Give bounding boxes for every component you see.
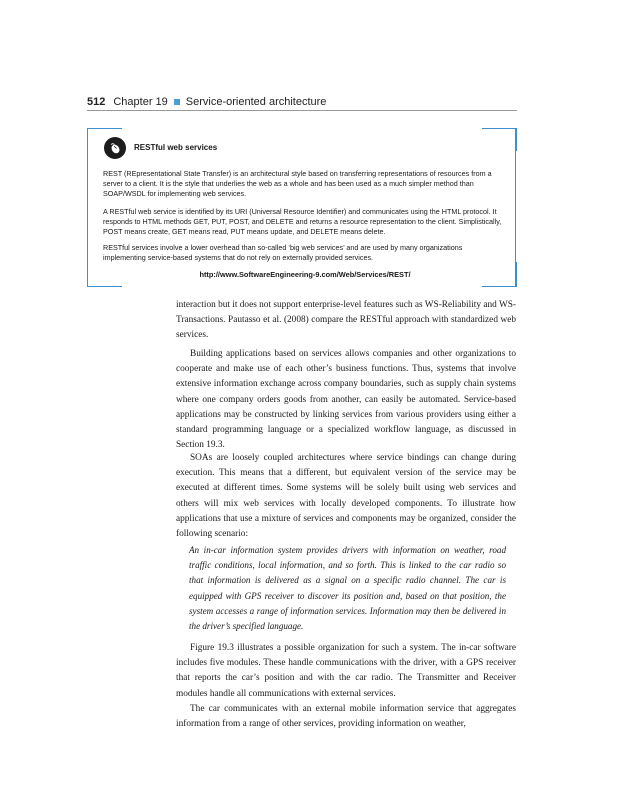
mouse-in-circle-icon xyxy=(104,137,126,159)
box-paragraph-1: REST (REpresentational State Transfer) is an architectural style based on transferring representations of resources from a server to a client. It is the style that underlies the web as a whole and has been used as a much simpler method than SOAP/WSDL for implementing web services. xyxy=(103,169,492,198)
body-paragraph-1: interaction but it does not support enterprise-level features such as WS-Reliability and WS-Transactions. Pautasso et al. (2008) compare the RESTful approach with standardized web services. xyxy=(176,300,516,341)
box-right-rule xyxy=(515,128,516,286)
box-title: RESTful web services xyxy=(134,143,218,152)
scenario-quote: An in-car information system provides drivers with information on weather, road traffic conditions, local information, and so forth. This is linked to the car radio so that information is delivered as a signal on a specific radio channel. The car is equipped with GPS receiver to discover its position and, based on that position, the system accesses a range of information services. Information may then be delivered in the driver’s specified language. xyxy=(189,545,506,632)
box-paragraph-3: RESTful services involve a lower overhead than so-called ‘big web services’ and are used by many organizations implementing service-based systems that do not rely on externally provided services. xyxy=(103,243,463,262)
running-header xyxy=(87,94,517,110)
box-corner-bottom-left xyxy=(87,262,122,287)
body-paragraph-4: Figure 19.3 illustrates a possible organization for such a system. The in-car software includes five modules. These handle communications with the driver, with a GPS receiver that reports the car’s position and with the car radio. The Transmitter and Receiver modules handle all communications with external services. xyxy=(176,643,516,699)
header-rule xyxy=(87,110,517,111)
box-corner-bottom-right xyxy=(482,262,517,287)
box-left-rule xyxy=(87,128,88,286)
box-corner-top-right xyxy=(482,128,517,151)
page-number: 512 xyxy=(87,96,106,108)
box-url-link[interactable]: http://www.SoftwareEngineering-9.com/Web/Services/REST/ xyxy=(199,270,411,279)
body-paragraph-2: Building applications based on services allows companies and other organizations to cooperate and make use of each other’s business functions. Thus, systems that involve extensive information exchange across company boundaries, such as supply chain systems where one company orders goods from another, can easily be automated. Service-based applications may be constructed by linking services from various providers using either a standard programming language or a specialized workflow language, as discussed in Section 19.3. xyxy=(176,349,516,451)
box-paragraph-2: A RESTful web service is identified by its URI (Universal Resource Identifier) and communicates using the HTML protocol. It responds to HTML methods GET, PUT, POST, and DELETE and returns a resource representation to the client. Simplistically, POST means create, GET means read, PUT means update, and DELETE means delete. xyxy=(103,207,502,236)
square-bullet-icon xyxy=(174,99,180,105)
body-paragraph-5: The car communicates with an external mobile information service that aggregates information from a range of other services, providing information on weather, xyxy=(176,704,516,730)
body-paragraph-3: SOAs are loosely coupled architectures where service bindings can change during execution. This means that a different, but equivalent version of the service may be executed at different times. Some systems will be solely built using web services and others will mix web services with locally developed components. To illustrate how applications that use a mixture of services and components may be organized, consider the following scenario: xyxy=(176,453,516,540)
section-title: Service-oriented architecture xyxy=(185,96,327,108)
chapter-label: Chapter 19 xyxy=(113,96,168,108)
